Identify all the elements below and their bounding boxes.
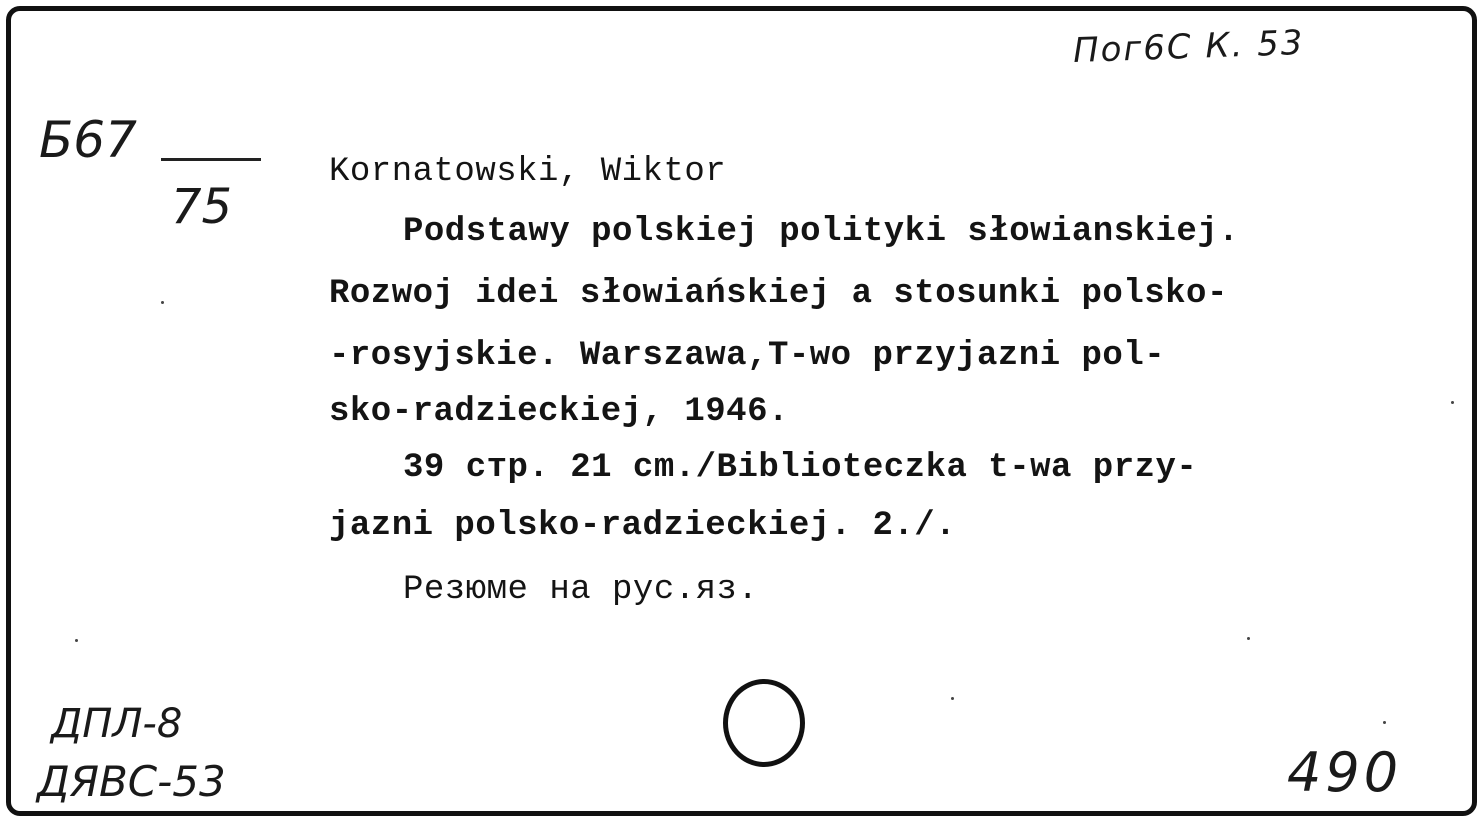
left-code-2: ДЯВС-53: [37, 757, 226, 806]
shelf-number-divider: [161, 158, 261, 161]
ink-speck: [1247, 637, 1250, 640]
author-name: Kornatowski, Wiktor: [329, 153, 727, 191]
ink-speck: [161, 301, 164, 304]
punch-hole-circle: [723, 679, 805, 767]
catalog-card: [6, 6, 1477, 816]
title-line-4: sko-radzieckiej, 1946.: [329, 393, 789, 431]
collation-line-2: jazni polsko-radzieckiej. 2./.: [329, 507, 957, 545]
title-line-1: Podstawy polskiej polityki słowianskiej.: [403, 213, 1240, 251]
left-code-1: ДПЛ-8: [51, 701, 183, 747]
title-line-3: -rosyjskie. Warszawa,T-wo przyjazni pol-: [329, 337, 1166, 375]
ink-speck: [1451, 401, 1454, 404]
top-right-handwritten-note: Пог6С К. 53: [1072, 22, 1306, 72]
collation-line-1: 39 стр. 21 cm./Biblioteczka t-wa przy-: [403, 449, 1198, 487]
ink-speck: [951, 697, 954, 700]
summary-note: Резюме на рус.яз.: [403, 571, 759, 609]
ink-speck: [1383, 721, 1386, 724]
ink-speck: [75, 639, 78, 642]
title-line-2: Rozwoj idei słowiańskiej a stosunki polsko-: [329, 275, 1228, 313]
shelf-number-sub: 75: [171, 179, 233, 235]
bottom-right-number: 490: [1287, 741, 1403, 804]
shelf-number: Б67: [39, 111, 137, 169]
